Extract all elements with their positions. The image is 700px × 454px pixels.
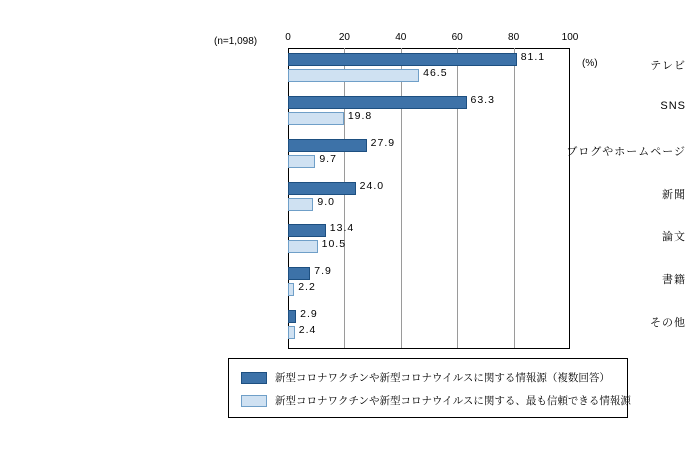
x-axis-tick-label: 0 — [285, 32, 291, 43]
bar-group — [288, 177, 570, 220]
bar-series-2 — [288, 240, 318, 253]
chart-row — [0, 91, 700, 134]
chart-row — [0, 262, 700, 305]
category-label: テレビ — [650, 60, 686, 72]
category-label: 論文 — [662, 231, 686, 244]
chart-legend — [228, 358, 631, 418]
legend-swatch-icon — [241, 395, 267, 407]
bar-series-2 — [288, 155, 315, 168]
bar-value-label: 19.8 — [347, 109, 373, 122]
bar-value-label: 7.9 — [314, 265, 332, 278]
legend-item-series-1 — [241, 370, 610, 385]
bar-value-label: 63.3 — [470, 93, 495, 106]
legend-label-series-2: 新型コロナワクチンや新型コロナウイルスに関する、最も信頼できる情報源 — [275, 395, 631, 407]
bar-group — [288, 305, 570, 348]
bar-group — [288, 219, 570, 262]
bar-series-1 — [288, 224, 326, 237]
legend-label-series-1: 新型コロナワクチンや新型コロナウイルスに関する情報源（複数回答） — [275, 372, 610, 384]
bar-series-1 — [288, 310, 296, 323]
bar-group — [288, 262, 570, 305]
bar-series-1 — [288, 139, 367, 152]
category-label: SNS — [660, 99, 686, 112]
bar-series-1 — [288, 53, 517, 66]
x-axis-tick-label: 40 — [395, 32, 407, 43]
bar-value-label: 9.0 — [317, 195, 335, 208]
bar-series-2 — [288, 326, 295, 339]
bar-value-label: 13.4 — [329, 222, 355, 235]
bar-series-2 — [288, 69, 419, 82]
x-axis-tick-label: 60 — [451, 32, 463, 43]
bar-value-label: 2.4 — [298, 324, 317, 337]
bar-series-1 — [288, 182, 356, 195]
legend-swatch-icon — [241, 372, 267, 384]
category-label: その他 — [650, 317, 686, 330]
category-label: 書籍 — [662, 274, 686, 287]
bar-group — [288, 48, 570, 91]
category-label: ブログやホームページ — [566, 145, 686, 158]
bar-value-label: 24.0 — [359, 179, 385, 192]
x-axis-tick-label: 20 — [338, 32, 350, 43]
bar-group — [288, 91, 570, 134]
chart-row — [0, 134, 700, 177]
chart-row — [0, 48, 700, 91]
x-axis-tick-label: 80 — [508, 32, 520, 43]
x-axis-unit-label: (%) — [582, 58, 598, 69]
chart-row — [0, 219, 700, 262]
x-axis-tick-label: 100 — [561, 32, 579, 43]
bar-group — [288, 134, 570, 177]
bar-value-label: 2.2 — [298, 281, 316, 294]
sample-size-note: (n=1,098) — [214, 36, 258, 47]
plot-bottom-rule — [288, 348, 570, 349]
bar-value-label: 46.5 — [423, 67, 448, 79]
bar-value-label: 10.5 — [321, 238, 347, 251]
bar-series-2 — [288, 198, 313, 211]
bar-series-2 — [288, 283, 294, 296]
bar-value-label: 2.9 — [300, 308, 318, 321]
bar-value-label: 9.7 — [319, 152, 337, 165]
bar-series-1 — [288, 96, 467, 109]
bar-series-1 — [288, 267, 310, 280]
bar-series-2 — [288, 112, 344, 125]
chart-row — [0, 305, 700, 348]
category-label: 新聞 — [662, 188, 686, 201]
chart-row — [0, 177, 700, 220]
legend-item-series-2 — [241, 393, 631, 408]
bar-value-label: 27.9 — [370, 136, 396, 149]
bar-value-label: 81.1 — [520, 51, 546, 63]
